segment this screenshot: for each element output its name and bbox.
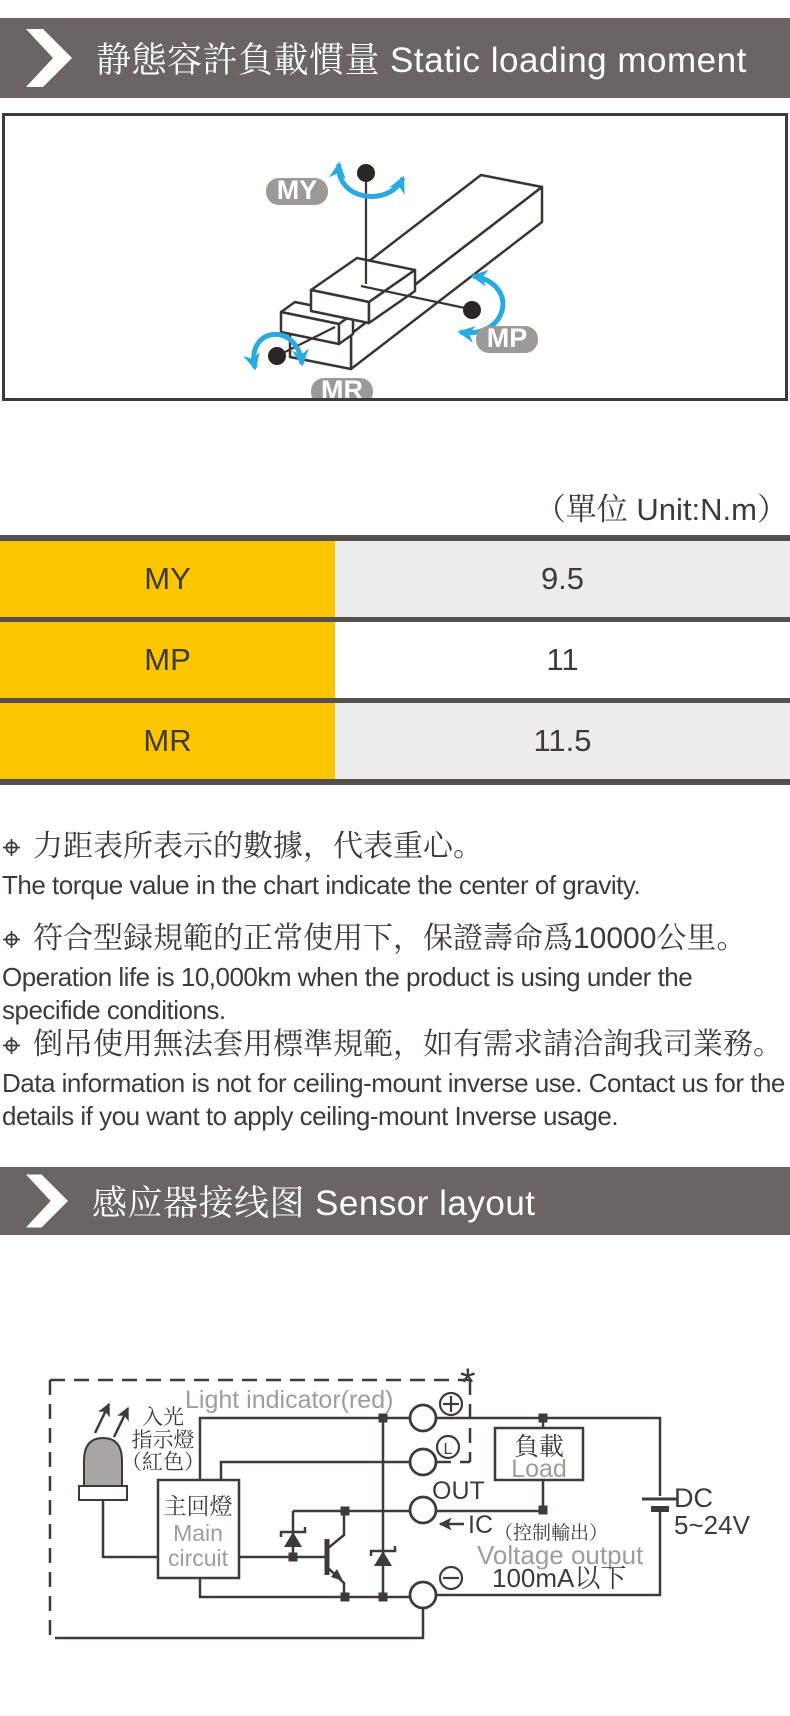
table-bottom-border xyxy=(0,779,790,785)
row-value-cell: 9.5 xyxy=(335,541,790,617)
main-circuit-zh-label: 主回燈 xyxy=(163,1493,233,1519)
minus-circle-icon xyxy=(440,1567,462,1589)
load-box xyxy=(495,1428,583,1483)
dc-label: DC xyxy=(674,1483,713,1513)
table-row xyxy=(0,541,790,617)
note-zh-line xyxy=(2,920,788,958)
section-title xyxy=(92,1176,536,1226)
light-zh-label-2: 指示燈 xyxy=(131,1429,195,1452)
section-title-zh: 静態容許負載慣量 xyxy=(96,41,381,80)
sensor-circuit xyxy=(0,1240,790,1711)
main-circuit-box xyxy=(158,1480,239,1578)
note-zh-text: 倒吊使用無法套用標準規範，如有需求請洽詢我司業務。 xyxy=(33,1028,783,1061)
light-zh-label-3: （紅色） xyxy=(121,1451,205,1474)
section-title-zh: 感应器接线图 xyxy=(92,1184,306,1223)
note-2 xyxy=(2,920,788,1027)
row-label-cell: MP xyxy=(0,622,335,698)
table-row xyxy=(0,622,790,698)
battery-symbol xyxy=(642,1499,678,1509)
row-label-cell: MY xyxy=(0,541,335,617)
chevron-icon xyxy=(26,1174,68,1228)
asterisk-mark: * xyxy=(460,1361,476,1405)
current-limit-label: 100mA以下 xyxy=(492,1563,627,1593)
ic-note-label: （控制輸出） xyxy=(494,1523,609,1544)
mr-badge: MR xyxy=(321,375,363,398)
voltage-output-label: Voltage output xyxy=(477,1540,644,1570)
row-value-cell: 11 xyxy=(335,622,790,698)
note-zh-line xyxy=(2,828,788,866)
light-ray-arrows xyxy=(95,1404,128,1437)
plus-terminal-circle xyxy=(410,1405,436,1431)
minus-terminal-circle xyxy=(410,1582,436,1608)
note-1 xyxy=(2,828,788,902)
note-en-text: The torque value in the chart indicate the center of gravity. xyxy=(2,870,641,900)
table-row xyxy=(0,703,790,779)
dc-range-label: 5~24V xyxy=(674,1510,750,1540)
moment-diagram xyxy=(5,116,785,398)
light-indicator-en-label: Light indicator(red) xyxy=(185,1386,394,1414)
moment-diagram-box xyxy=(2,113,788,401)
note-zh-text: 力距表所表示的數據，代表重心。 xyxy=(33,830,483,863)
section-title-en: Static loading moment xyxy=(390,41,747,80)
moment-table xyxy=(0,535,790,785)
terminals xyxy=(410,1405,436,1608)
load-en-label: Load xyxy=(511,1455,567,1483)
plus-circle-icon xyxy=(440,1393,462,1415)
section-header-static-loading xyxy=(0,18,790,98)
main-circuit-en-label-2: circuit xyxy=(167,1545,229,1571)
main-circuit-en-label-1: Main xyxy=(173,1520,223,1546)
section-header-sensor-layout xyxy=(0,1167,790,1235)
ic-label: IC xyxy=(468,1511,493,1539)
chevron-icon xyxy=(26,29,72,87)
transistor xyxy=(327,1512,344,1597)
note-zh-text: 符合型録規範的正常使用下，保證壽命爲10000公里。 xyxy=(33,922,747,955)
light-zh-label-1: 入光 xyxy=(142,1406,184,1429)
section-title xyxy=(96,33,747,83)
row-value-cell: 11.5 xyxy=(335,703,790,779)
mp-badge: MP xyxy=(486,323,528,353)
crosshair-bullet-icon xyxy=(2,930,21,949)
load-zh-label: 負載 xyxy=(513,1433,565,1461)
crosshair-bullet-icon xyxy=(2,838,21,857)
led-indicator xyxy=(79,1438,127,1500)
note-zh-line xyxy=(2,1026,788,1064)
my-badge: MY xyxy=(276,175,318,205)
l-terminal-circle xyxy=(410,1449,436,1475)
sensor-wiring-diagram xyxy=(0,1240,790,1711)
note-3 xyxy=(2,1026,788,1133)
row-label-cell: MR xyxy=(0,703,335,779)
l-circle-icon xyxy=(437,1436,459,1458)
crosshair-bullet-icon xyxy=(2,1036,21,1055)
out-label: OUT xyxy=(432,1477,485,1505)
svg-text:L: L xyxy=(443,1441,453,1458)
section-title-en: Sensor layout xyxy=(315,1184,536,1223)
note-en-text: Operation life is 10,000km when the product is using under the specifide conditions. xyxy=(2,962,693,1025)
unit-label: （單位 Unit:N.m） xyxy=(534,492,788,527)
note-en-text: Data information is not for ceiling-mount inverse use. Contact us for the details if you want to apply ceiling-mount Inverse usage. xyxy=(2,1068,785,1131)
